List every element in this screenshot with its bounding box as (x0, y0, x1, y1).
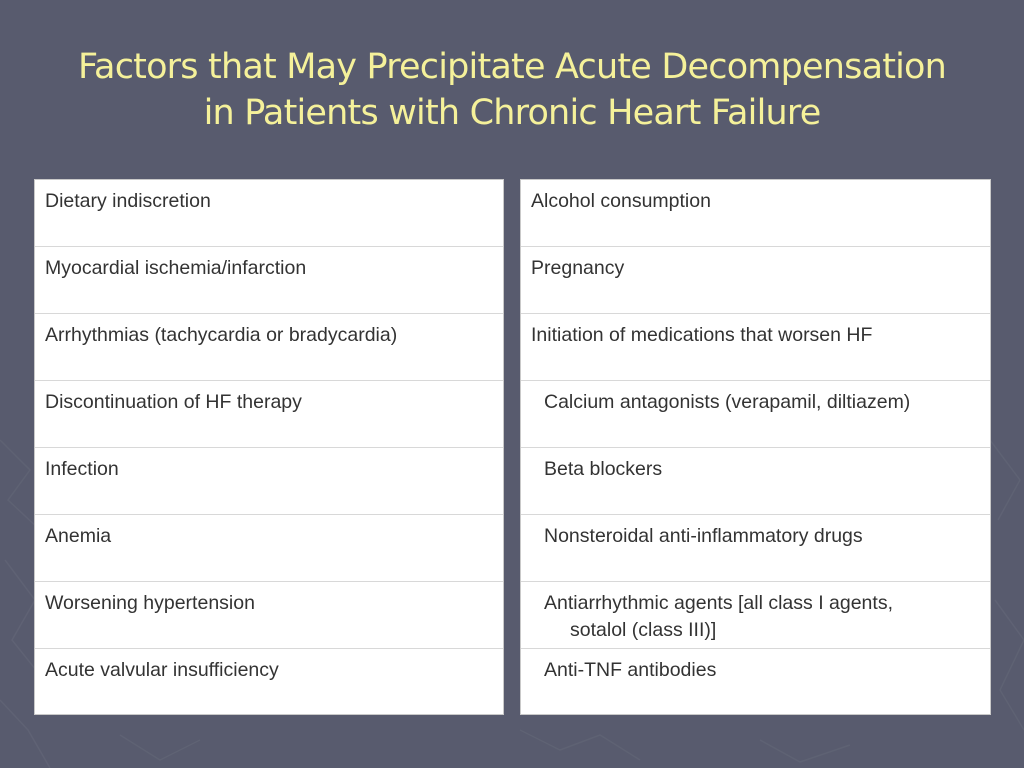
slide-title (0, 44, 1024, 136)
table-row: Myocardial ischemia/infarction (35, 247, 503, 314)
table-row-subitem: Anti-TNF antibodies (544, 659, 717, 681)
table-row: Anemia (35, 515, 503, 582)
subitem-text: Antiarrhythmic agents [all class I agents, (544, 592, 893, 614)
table-row: Dietary indiscretion (35, 180, 503, 247)
table-row-subitem: Calcium antagonists (verapamil, diltiazem) (521, 381, 990, 448)
table-row-subitem: Beta blockers (521, 448, 990, 515)
left-factor-table (34, 179, 504, 715)
table-row: Pregnancy (521, 247, 990, 314)
title-line-2: in Patients with Chronic Heart Failure (203, 93, 821, 133)
table-row-subitem: Nonsteroidal anti-inflammatory drugs (521, 515, 990, 582)
table-row-subitem (521, 582, 990, 649)
table-row: Alcohol consumption (521, 180, 990, 247)
table-row: Discontinuation of HF therapy (35, 381, 503, 448)
table-row: Acute valvular insufficiency (45, 659, 279, 681)
table-row: Infection (35, 448, 503, 515)
table-row: Worsening hypertension (35, 582, 503, 649)
title-line-1: Factors that May Precipitate Acute Decompensation (77, 47, 947, 87)
table-row: Initiation of medications that worsen HF (521, 314, 990, 381)
right-factor-table (520, 179, 991, 715)
subitem-continuation: sotalol (class III)] (570, 619, 717, 641)
table-row: Arrhythmias (tachycardia or bradycardia) (35, 314, 503, 381)
